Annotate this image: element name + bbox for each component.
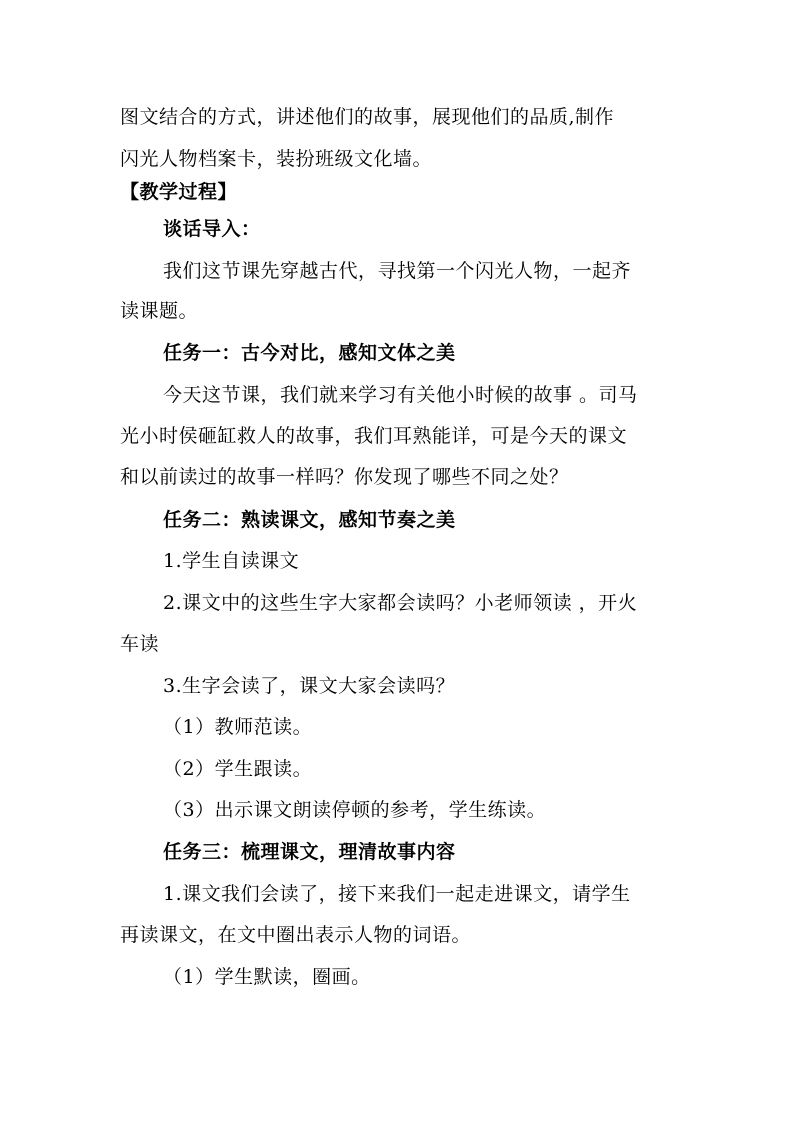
paragraph-line: 再读课文，在文中圈出表示人物的词语。: [120, 924, 472, 946]
sub-list-item: （3）出示课文朗读停顿的参考，学生练读。: [163, 799, 547, 821]
paragraph-line: 光小时侯砸缸救人的故事，我们耳熟能详，可是今天的课文: [120, 425, 628, 447]
paragraph-line: 读课题。: [120, 300, 199, 322]
list-item: 3.生字会读了，课文大家会读吗？: [163, 675, 456, 697]
paragraph-line: 闪光人物档案卡，装扮班级文化墙。: [120, 148, 433, 170]
task-heading: 任务三：梳理课文，理清故事内容: [163, 841, 456, 863]
task-heading: 任务一：古今对比，感知文体之美: [163, 342, 456, 364]
list-item: 1.学生自读课文: [163, 550, 300, 572]
paragraph-line: 车读: [120, 633, 160, 655]
list-item: 2.课文中的这些生字大家都会读吗？小老师领读 ，开火: [163, 592, 638, 614]
section-heading: 【教学过程】: [120, 181, 238, 203]
paragraph-line: 图文结合的方式，讲述他们的故事，展现他们的品质,制作: [120, 106, 615, 128]
paragraph-line: 我们这节课先穿越古代，寻找第一个闪光人物，一起齐: [163, 260, 632, 282]
paragraph-line: 和以前读过的故事一样吗？你发现了哪些不同之处？: [120, 466, 569, 488]
list-item: 1.课文我们会读了，接下来我们一起走进课文，请学生: [163, 883, 631, 905]
task-heading: 任务二：熟读课文，感知节奏之美: [163, 509, 456, 531]
sub-list-item: （2）学生跟读。: [163, 758, 313, 780]
subheading: 谈话导入：: [163, 218, 261, 240]
sub-list-item: （1）学生默读，圈画。: [163, 966, 371, 988]
paragraph-line: 今天这节课，我们就来学习有关他小时候的故事 。司马: [163, 384, 638, 406]
sub-list-item: （1）教师范读。: [163, 716, 313, 738]
